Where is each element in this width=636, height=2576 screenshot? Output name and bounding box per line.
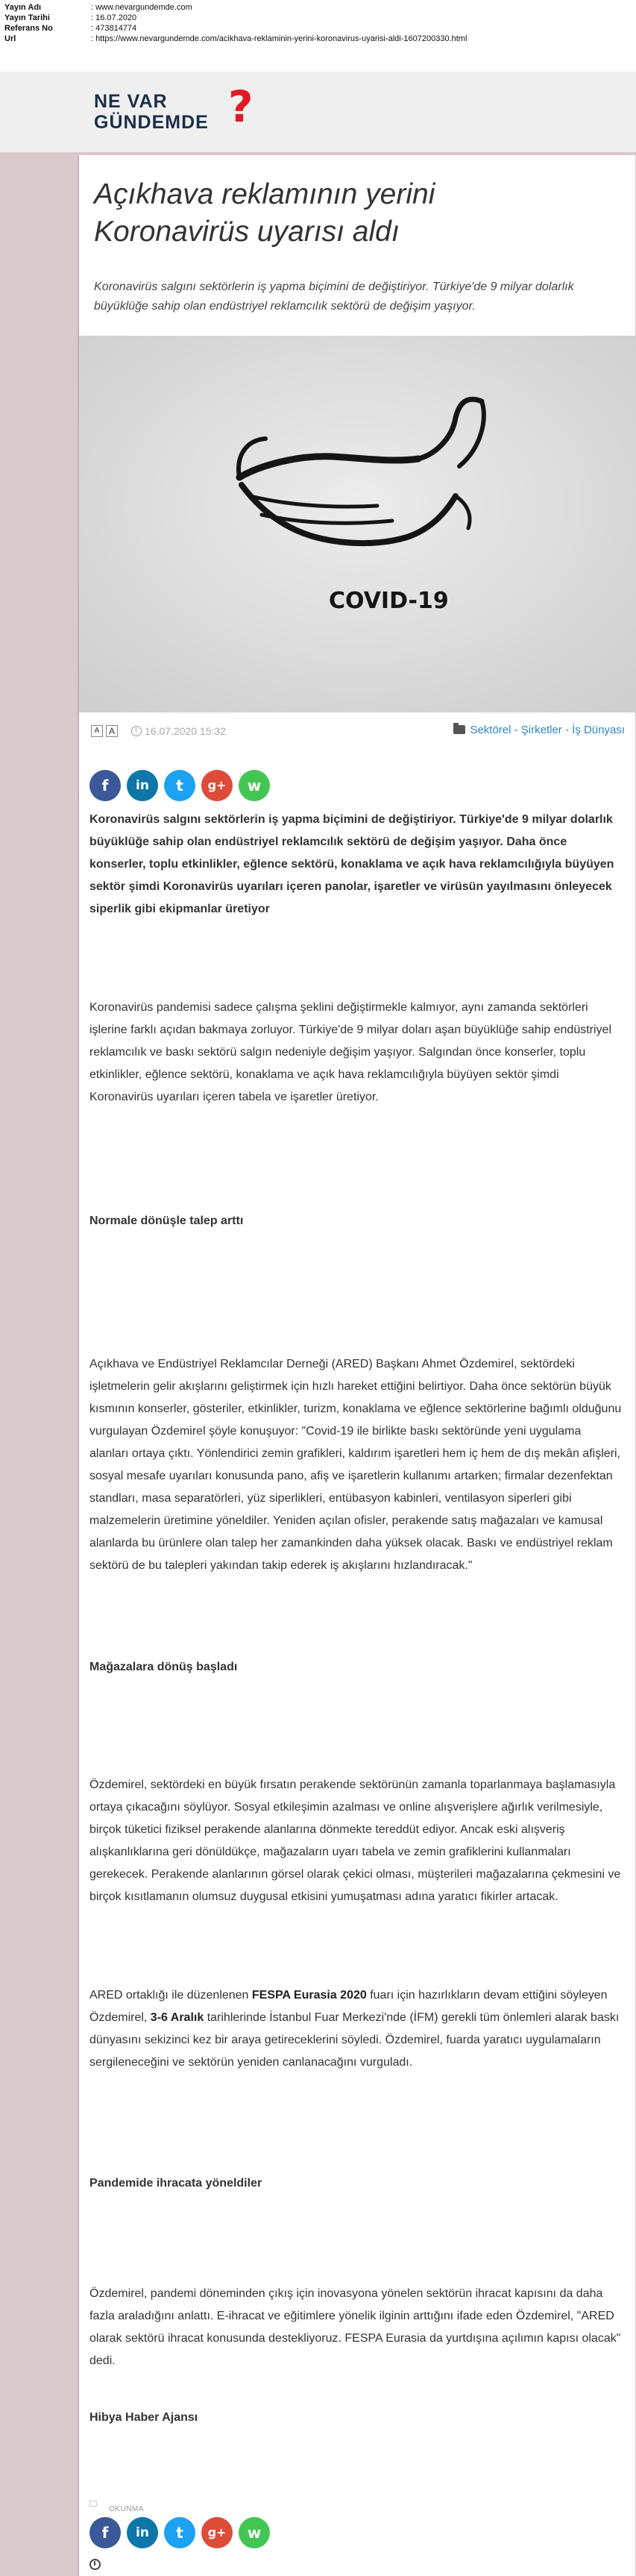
category-text[interactable]: Sektörel - Şirketler - İş Dünyası	[470, 724, 625, 736]
subheading-1: Normale dönüşle talep arttı	[89, 1215, 244, 1227]
paragraph-5: Özdemirel, pandemi döneminden çıkış için inovasyona yönelen sektörün ihracat kapısını da daha fazla araladığını anlattı. E-ihracat ve eğitimlere yönelik ilginin arttığını ifade eden Özdemirel, "ARED olarak sektörü ihracat konusunda destekliyoruz. FESPA Eurasia da yurtdışına açılımın kapısı olacak" dedi.	[89, 2287, 621, 2367]
clipping-meta	[0, 0, 636, 72]
google-plus-icon[interactable]: g+	[201, 770, 233, 801]
event-dates: 3-6 Aralık	[150, 2011, 204, 2024]
paragraph-1: Koronavirüs pandemisi sadece çalışma şeklini değiştirmekle kalmıyor, aynı zamanda sektörleri işlerine farklı açıdan bakmaya zorluyor. Türkiye'de 9 milyar doları aşan büyüklüğe sahip endüstriyel reklamcılık ve baskı sektörü salgın nedeniyle değişim yaşıyor. Salgından önce konserler, toplu etkinlikler, eğlence sektörü, konaklama ve açık hava reklamcılığıyla büyüyen sektör şimdi Koronavirüs uyarıları içeren tabela ve işaretler üretiyor.	[89, 1001, 611, 1103]
meta-row-publication: Yayın Adı : www.nevargundemde.com	[4, 3, 192, 12]
linkedin-icon[interactable]: in	[127, 770, 158, 801]
linkedin-icon[interactable]: in	[127, 2517, 158, 2548]
font-smaller-button[interactable]: A	[91, 725, 103, 737]
paragraph-3: Özdemirel, sektördeki en büyük fırsatın perakende sektörünün zamanla toparlanmaya başlamasıyla ortaya çıkacağını söylüyor. Sosyal etkileşimin azalması ve online alışverişlere ağırlık verilmesiyle, birçok tüketici fiziksel perakende alanlarına dönmekte tereddüt ediyor. Ancak eski alışveriş alışkanlıklarına geri dönüldükçe, mağazaların uyarı tabela ve zemin grafiklerini kullanmaları gerekecek. Perakende alanlarının görsel olarak çekici olması, müşterileri mağazalarına çekmesini ve birçok kısıtlamanın olumsuz duygusal etkisini yumuşatması adına yaratıcı fikirler artacak.	[89, 1779, 621, 1903]
logo-line2: GÜNDEMDE	[94, 112, 209, 133]
hero-image	[79, 336, 636, 712]
article-lead: Koronavirüs salgını sektörlerin iş yapma biçimini de değiştiriyor. Türkiye'de 9 milyar dolarlık büyüklüğe sahip olan endüstriyel reklamcılık sektörü de değişim yaşıyor.	[94, 281, 574, 313]
publish-date: 16.07.2020 15:32	[145, 725, 226, 737]
event-name: FESPA Eurasia 2020	[251, 1989, 367, 2002]
covid-mask-graffiti	[79, 336, 636, 712]
site-header	[0, 72, 636, 152]
article-summary: Koronavirüs salgını sektörlerin iş yapma biçimini de değiştiriyor. Türkiye'de 9 milyar dolarlık büyüklüğe sahip olan endüstriyel reklamcılık sektörü de değişim yaşıyor. Daha önce konserler, toplu etkinlikler, eğlence sektörü, konaklama ve açık hava reklamcılığıyla büyüyen sektör şimdi Koronavirüs uyarıları içeren panolar, işaretler ve virüsün yayılmasını önleyecek siperlik gibi ekipmanlar üretiyor	[89, 813, 614, 915]
site-logo[interactable]	[94, 81, 288, 140]
font-larger-button[interactable]: A	[106, 725, 118, 737]
twitter-icon[interactable]: t	[164, 2517, 195, 2548]
category-links[interactable]	[453, 724, 625, 736]
clock-icon	[131, 726, 142, 736]
google-plus-icon[interactable]: g+	[201, 2517, 233, 2548]
facebook-icon[interactable]: f	[89, 770, 121, 801]
clock-icon	[89, 2559, 101, 2570]
logo-question-mark: ?	[228, 81, 254, 132]
hero-stencil-text: COVID-19	[329, 588, 449, 614]
page-marker	[89, 2501, 97, 2507]
read-count-label: OKUNMA	[109, 2505, 144, 2513]
twitter-icon[interactable]: t	[164, 770, 195, 801]
facebook-icon[interactable]: f	[89, 2517, 121, 2548]
paragraph-4: ARED ortaklığı ile düzenlenen FESPA Eurasia 2020 fuarı için hazırlıkların devam ettiğini söyleyen Özdemirel, 3-6 Aralık tarihlerinde İstanbul Fuar Merkezi'nde (İFM) gerekli tüm önlemleri alarak baskı dünyasını sekizinci kez bir araya getireceklerini söyledi. Özdemirel, fuarda yaratıcı uygulamaların sergileneceğini ve sektörün yeniden canlanacağını vurguladı.	[89, 1989, 620, 2069]
subheading-2: Mağazalara dönüş başladı	[89, 1661, 238, 1673]
folder-icon	[453, 725, 465, 734]
whatsapp-icon[interactable]: w	[239, 770, 270, 801]
article-title: Açıkhava reklamının yerini Koronavirüs uyarısı aldı	[94, 178, 435, 248]
whatsapp-icon[interactable]: w	[239, 2517, 270, 2548]
article-toolbar	[88, 724, 625, 743]
article-source: Hibya Haber Ajansı	[89, 2411, 198, 2424]
subheading-3: Pandemide ihracata yöneldiler	[89, 2177, 262, 2190]
logo-line1: NE VAR	[94, 91, 168, 112]
meta-row-reference: Referans No : 473814774	[4, 24, 137, 33]
paragraph-2: Açıkhava ve Endüstriyel Reklamcılar Derneği (ARED) Başkanı Ahmet Özdemirel, sektördeki işletmelerin gelir akışlarını geliştirmek için hızlı hareket ettiğini belirtiyor. Daha önce sektörün büyük kısmının konserler, gösteriler, etkinlikler, turizm, konaklama ve eğlence sektörlerine bağımlı olduğunu vurgulayan Özdemirel şöyle konuşuyor: "Covid-19 ile birlikte baskı sektöründe yeni uygulama alanları ortaya çıktı. Yönlendirici zemin grafikleri, kaldırım işaretleri hem iç hem de dış mekân afişleri, sosyal mesafe uyarıları konusunda pano, afiş ve işaretlerin kullanımı artarken; firmalar dezenfektan standları, masa separatörleri, yüz siperlikleri, entübasyon kabinleri, ventilasyon siperleri gibi malzemelerin üretimine yöneldiler. Yeniden açılan ofisler, perakende satış mağazaları ve kamusal alanlarda bu ürünlere olan talep her zamankinden daha yüksek olacak. Baskı ve endüstriyel reklam sektörü de bu talepleri yakından takip ederek iş akışlarını hızlandıracak."	[89, 1358, 622, 1572]
meta-row-date: Yayın Tarihi : 16.07.2020	[4, 13, 137, 22]
meta-row-url: Url : https://www.nevargundemde.com/acikhava-reklaminin-yerini-koronavirus-uyarisi-aldi-1607200330.html	[4, 34, 467, 43]
